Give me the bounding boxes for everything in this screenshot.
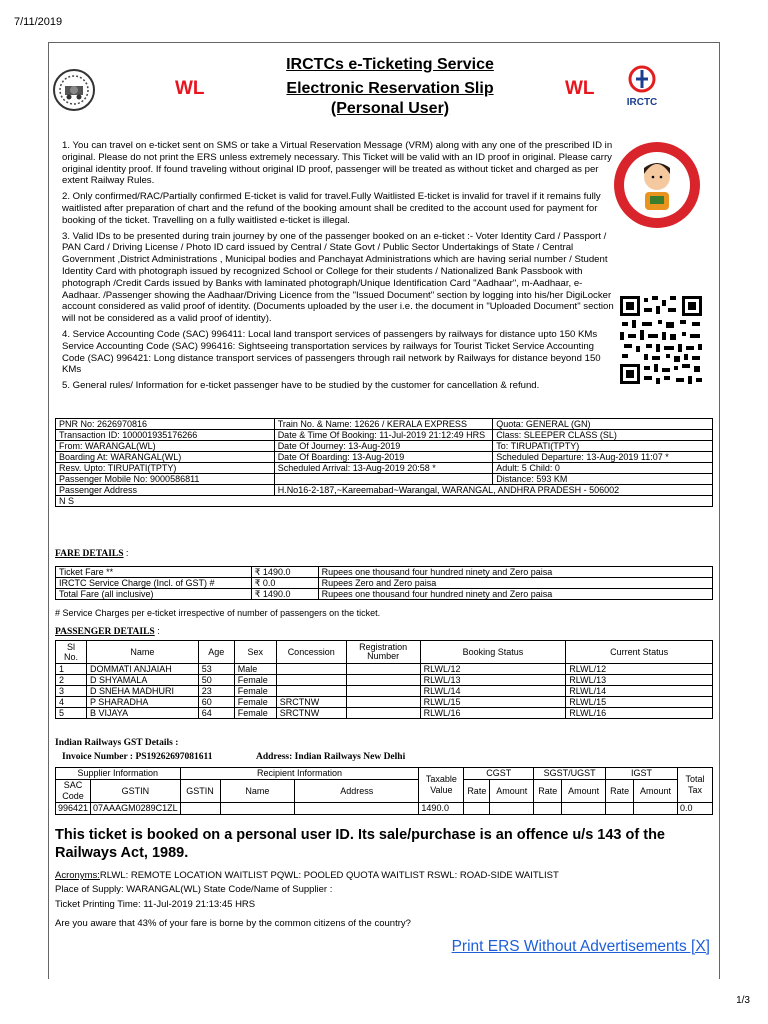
page-number: 1/3 bbox=[736, 995, 750, 1006]
address-label: Passenger Address bbox=[56, 485, 275, 496]
invoice-number: Invoice Number : PS19262697081611 bbox=[62, 752, 213, 762]
transaction-id: Transaction ID: 100001935176266 bbox=[56, 430, 275, 441]
passenger-mobile: Passenger Mobile No: 9000586811 bbox=[56, 474, 275, 485]
waitlist-badge-right: WL bbox=[565, 78, 595, 99]
passenger-row: 2 D SHYAMALA 50 Female RLWL/13 RLWL/13 bbox=[56, 675, 713, 686]
instructions bbox=[62, 140, 614, 396]
gst-row: 996421 07AAAGM0289C1ZL 1490.0 0.0 bbox=[56, 803, 713, 815]
irctc-logo bbox=[617, 64, 667, 108]
journey-date: Date Of Journey: 13-Aug-2019 bbox=[274, 441, 493, 452]
to-station: To: TIRUPATI(TPTY) bbox=[493, 441, 713, 452]
train-name: Train No. & Name: 12626 / KERALA EXPRESS bbox=[274, 419, 493, 430]
gst-details-heading: Indian Railways GST Details : bbox=[55, 738, 179, 748]
scheduled-departure: Scheduled Departure: 13-Aug-2019 11:07 * bbox=[493, 452, 713, 463]
passenger-address-continued: N S bbox=[56, 496, 713, 507]
pnr-number: PNR No: 2626970816 bbox=[56, 419, 275, 430]
passenger-table: Sl No. Name Age Sex Concession Registration Number Booking Status Current Status 1 DOMMATI ANJAIAH 53 Male RLWL/12 RLWL/12 2 D SHYAMALA 50 Female RLWL/13 RLWL/13 3 D SNEHA MADHURI 23 Female RLWL/14 RLWL/14 4 P SHARADHA 60 Female SRCTNW RLWL/15 RLWL/15 5 B VIJAYA 64 Female SRCTNW RLWL/16 RLWL/16 bbox=[55, 640, 713, 719]
qr-code bbox=[618, 294, 704, 386]
gst-table: Supplier Information Recipient Information Taxable Value CGST SGST/UGST IGST Total Tax SAC Code GSTIN GSTIN Name Address Rate Amount Rate Amount Rate Amount 996421 07AAAGM0289C1ZL 1490.0 0.0 bbox=[55, 767, 713, 815]
place-of-supply: Place of Supply: WARANGAL(WL) State Code/Name of Supplier : bbox=[55, 884, 333, 895]
waitlist-badge-left: WL bbox=[175, 78, 205, 99]
fare-row: Total Fare (all inclusive) ₹ 1490.0 Rupees one thousand four hundred ninety and Zero paisa bbox=[56, 589, 713, 600]
passenger-count: Adult: 5 Child: 0 bbox=[493, 463, 713, 474]
distance: Distance: 593 KM bbox=[493, 474, 713, 485]
beti-bachao-emblem bbox=[612, 140, 702, 230]
journey-details-table bbox=[55, 418, 713, 507]
reservation-upto: Resv. Upto: TIRUPATI(TPTY) bbox=[56, 463, 275, 474]
page-title: IRCTCs e-Ticketing Service bbox=[286, 56, 494, 73]
fare-details-heading: FARE DETAILS : bbox=[55, 548, 129, 559]
gst-address: Address: Indian Railways New Delhi bbox=[256, 752, 406, 762]
indian-railways-logo bbox=[52, 68, 96, 112]
instruction-3: 3. Valid IDs to be presented during train journey by one of the passenger booked on an e-ticket :- Voter Identity Card / Passport / PAN Card / Driving License / Photo ID card issued by Central / State Govt / Public Sector Undertakings of State / Central Government ,District Administrations , Municipal bodies and Panchayat Administrations which are having serial number / Student Identity Card with photograph issued by recognized School or College for their students / Nationalized Bank Passbook with photograph /Credit Cards issued by Banks with laminated photograph/Unique Identification Card "Aadhaar", m-Aadhaar, e-Aadhaar. /Passenger showing the Aadhaar/Driving Licence from the "Issued Document" section by logging into his/her DigiLocker account considered as valid proof of identity. (Documents uploaded by the user i.e. the document in "Uploaded Document" section will not be considered as a valid proof of identity). bbox=[62, 230, 614, 325]
instruction-1: 1. You can travel on e-ticket sent on SMS or take a Virtual Reservation Message (VRM) along with any one of the prescribed ID in original. Please do not print the ERS unless extremely necessary. This Ticket will be valid with an ID proof in original. Please carry original identity proof. If found traveling without original ID proof, passenger will be treated as without ticket and charged as per extent Railway Rules. bbox=[62, 140, 613, 187]
quota: Quota: GENERAL (GN) bbox=[493, 419, 713, 430]
booking-date: Date & Time Of Booking: 11-Jul-2019 21:12:49 HRS bbox=[274, 430, 493, 441]
printing-time: Ticket Printing Time: 11-Jul-2019 21:13:45 HRS bbox=[55, 899, 256, 910]
page-subtitle: Electronic Reservation Slip bbox=[286, 80, 494, 97]
fare-table bbox=[55, 566, 713, 600]
instruction-2: 2. Only confirmed/RAC/Partially confirmed E-ticket is valid for travel.Fully Waitlisted E-ticket is invalid for travel if it remains fully waitlisted after preparation of chart and the refund of the booking amount shall be credited to the account used for payment for booking of the ticket. Travelling on a fully waitlisted e-ticket is illegal. bbox=[62, 191, 601, 226]
fare-row: Ticket Fare ** ₹ 1490.0 Rupees one thousand four hundred ninety and Zero paisa bbox=[56, 567, 713, 578]
resale-warning: This ticket is booked on a personal user ID. Its sale/purchase is an offence u/s 143 of the Railways Act, 1989. bbox=[55, 827, 665, 861]
boarding-station: Boarding At: WARANGAL(WL) bbox=[56, 452, 275, 463]
passenger-row: 1 DOMMATI ANJAIAH 53 Male RLWL/12 RLWL/12 bbox=[56, 664, 713, 675]
print-without-ads-link[interactable]: Print ERS Without Advertisements [X] bbox=[451, 938, 710, 955]
travel-class: Class: SLEEPER CLASS (SL) bbox=[493, 430, 713, 441]
passenger-address: H.No16-2-187,~Kareemabad~Warangal, WARANGAL, ANDHRA PRADESH - 506002 bbox=[274, 485, 712, 496]
user-type: (Personal User) bbox=[330, 100, 450, 117]
service-charge-note: # Service Charges per e-ticket irrespective of number of passengers on the ticket. bbox=[55, 608, 381, 618]
from-station: From: WARANGAL(WL) bbox=[56, 441, 275, 452]
fare-subsidy-note: Are you aware that 43% of your fare is borne by the common citizens of the country? bbox=[55, 918, 411, 929]
instruction-4: 4. Service Accounting Code (SAC) 996411: Local land transport services of passengers by railways for distance upto 150 KMs Service Accounting Code (SAC) 996416: Sightseeing transportation services by railways for Tourist Ticket Service Accounting Code (SAC) 996421: Long distance transport services of passengers through rail network by Railways for distance beyond 150 KMs bbox=[62, 328, 601, 376]
passenger-row: 3 D SNEHA MADHURI 23 Female RLWL/14 RLWL/14 bbox=[56, 686, 713, 697]
fare-row: IRCTC Service Charge (Incl. of GST) # ₹ 0.0 Rupees Zero and Zero paisa bbox=[56, 578, 713, 589]
passenger-details-heading: PASSENGER DETAILS : bbox=[55, 626, 160, 637]
instruction-5: 5. General rules/ Information for e-ticket passenger have to be studied by the customer for cancellation & refund. bbox=[62, 380, 540, 392]
acronyms: Acronyms:RLWL: REMOTE LOCATION WAITLIST PQWL: POOLED QUOTA WAITLIST RSWL: ROAD-SIDE WAITLIST bbox=[55, 870, 559, 881]
boarding-date: Date Of Boarding: 13-Aug-2019 bbox=[274, 452, 493, 463]
irctc-logo-text: IRCTC bbox=[626, 97, 658, 108]
passenger-row: 5 B VIJAYA 64 Female SRCTNW RLWL/16 RLWL/16 bbox=[56, 708, 713, 719]
print-date: 7/11/2019 bbox=[14, 16, 63, 28]
scheduled-arrival: Scheduled Arrival: 13-Aug-2019 20:58 * bbox=[274, 463, 493, 474]
passenger-row: 4 P SHARADHA 60 Female SRCTNW RLWL/15 RLWL/15 bbox=[56, 697, 713, 708]
